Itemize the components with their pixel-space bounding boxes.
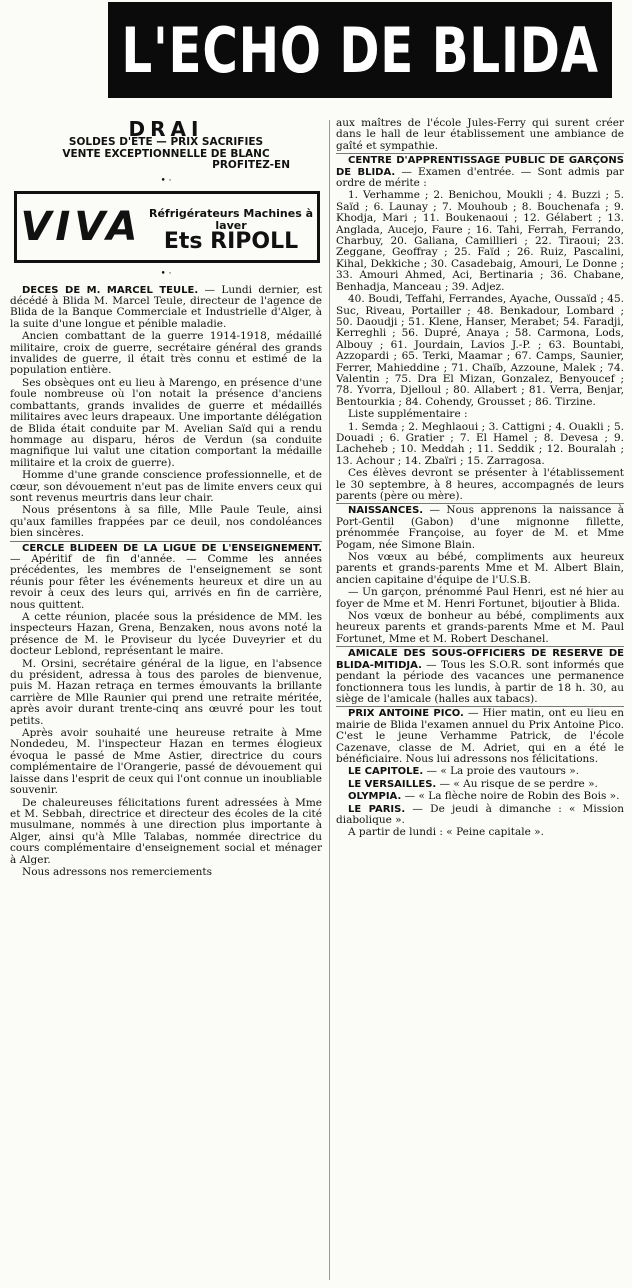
paragraph: — Un garçon, prénommé Paul Henri, est né hier au foyer de Mme et M. Henri Fortunet, bijoutier à Blida.: [336, 586, 624, 610]
paragraph: 1. Verhamme ; 2. Benichou, Moukli ; 4. Buzzi ; 5. Saïd ; 6. Launay ; 7. Mouhoub ; 8. Bouchenafa ; 9. Khodja, Mari ; 11. Boukenaoui ; 12. Gélabert ; 13. Anglada, Aucejo, Faure ; 16. Tahi, Ferrah, Ferrando, Charbuy, 20. Galiana, Camillieri ; 22. Tiraoui; 23. Zeggane, Geoffray ; 25. Faïd ; 26. Ruiz, Pascalini, Kihal, Dekkiche ; 30. Casadebaig, Amouri, Le Donne ; 33. Amouri Ahmed, Aci, Bertinaria ; 36. Chabane, Benhadja, Manceau ; 39. Adjez.: [336, 189, 624, 293]
cinema-name: LE VERSAILLES.: [348, 778, 437, 790]
cinema-film: — « Au risque de se perdre ».: [436, 777, 598, 790]
paragraph: 40. Boudi, Teffahi, Ferrandes, Ayache, Oussaïd ; 45. Suc, Riveau, Portailler ; 48. Benkadour, Lombard ; 50. Daoudji ; 51. Klene, Hanser, Merabet; 54. Faradji, Kerreghli ; 56. Dupré, Anaya ; 58. Carmona, Lods, Albouy ; 61. Jourdain, Lavios J.-P. ; 63. Bountabi, Azzopardi ; 65. Terki, Maamar ; 67. Camps, Saunier, Ferrer, Mahieddine ; 71. Chaïb, Azzoune, Malek ; 74. Valentin ; 75. Dra El Mizan, Gonzalez, Benyoucef ; 78. Yvorra, Djelloul ; 80. Allabert ; 81. Verra, Benjar, Bentourkia ; 84. Cohendy, Grousset ; 86. Tirzine.: [336, 293, 624, 408]
viva-details: [145, 194, 317, 260]
paragraph: M. Orsini, secrétaire général de la ligue, en l'absence du président, adressa à tous des paroles de bienvenue, puis M. Hazan retraça en termes émouvants la brillante carrière de Mlle Raunier qui prend une retraite méritée, après avoir durant trente-cinq ans œuvré pour les tout petits.: [10, 657, 322, 727]
right-column: [336, 118, 624, 840]
cinema-name: LE CAPITOLE.: [348, 766, 424, 778]
viva-brand: VIVA: [20, 203, 142, 250]
cinema-film: — « La proie des vautours ».: [423, 765, 580, 778]
masthead: [108, 2, 612, 98]
drai-ad-title: DRAI: [128, 117, 204, 141]
masthead-title: L'ECHO DE BLIDA: [121, 13, 599, 87]
article-prix: [336, 706, 624, 765]
paragraph: — Hier matin, ont eu lieu en mairie de Blida l'examen annuel du Prix Antoine Pico. C'est le jeune Verhamme Patrick, de l'école Cazenave, classe de M. Adriet, qui en a été le bénéficiaire. Nous lui adressons nos félicitations.: [336, 707, 624, 765]
paragraph: — Examen d'entrée. — Sont admis par ordre de mérite :: [336, 165, 624, 190]
cinema-film: — De jeudi à dimanche : « Mission diabolique ».: [336, 802, 624, 826]
article-heading: NAISSANCES.: [348, 505, 424, 517]
cinema-olympia: [336, 791, 624, 802]
cinema-name: LE PARIS.: [348, 803, 406, 815]
paragraph: De chaleureuses félicitations furent adressées à Mme et M. Sebbah, directrice et directeur des écoles de la cité musulmane, nommés à une direction plus importante à Alger, ainsi qu'à Mlle Talabas, nommée directrice du cours complémentaire d'enseignement social et ménager à Alger.: [10, 796, 322, 866]
article-deces: [10, 285, 322, 331]
left-column: [10, 118, 322, 879]
viva-ad: [14, 191, 320, 263]
article-cercle: [10, 541, 322, 611]
drai-ad-line-2: VENTE EXCEPTIONNELLE DE BLANC: [62, 147, 270, 160]
paragraph: — Lundi dernier, est décédé à Blida M. Marcel Teule, directeur de l'agence de Blida de la Banque Commerciale et Industrielle d'Alger, à la suite d'une longue et pénible maladie.: [10, 283, 322, 330]
paragraph: — Nous apprenons la naissance à Port-Gentil (Gabon) d'une mignonne fillette, prénommée Françoise, au foyer de M. et Mme Pogam, née Simone Blain.: [336, 504, 624, 551]
cinema-paris: [336, 804, 624, 827]
paragraph: A cette réunion, placée sous la présidence de MM. les inspecteurs Hazan, Grena, Benzaken, nous avons noté la présence de M. le Proviseur du lycée Duveyrier et du docteur Leblond, représentant le maire.: [10, 611, 322, 658]
column-divider: [329, 120, 330, 1280]
viva-company: Ets RIPOLL: [163, 228, 299, 254]
paragraph: Après avoir souhaité une heureuse retraite à Mme Nondedeu, M. l'inspecteur Hazan en termes élogieux évoqua le passé de Mme Astier, directrice du cours complémentaire de l'Orangerie, passé de dévouement qui laisse dans l'esprit de ceux qui l'ont connue un inoubliable souvenir.: [10, 727, 322, 797]
cinema-name: OLYMPIA.: [348, 791, 402, 803]
ornament: • ·: [160, 269, 172, 280]
paragraph: — Tous les S.O.R. sont informés que pendant la période des vacances une permanence fonctionnera tous les lundis, à partir de 18 h. 30, au siège de l'amicale (halles aux tabacs).: [336, 658, 624, 705]
drai-ad-line-3: PROFITEZ-EN: [212, 159, 290, 172]
drai-ad-line-1: SOLDES D'ETE — PRIX SACRIFIES: [68, 136, 264, 149]
cinema-capitole: [336, 766, 624, 777]
article-heading: DECES DE M. MARCEL TEULE.: [22, 284, 199, 296]
paragraph: Ancien combattant de la guerre 1914-1918, médaillé militaire, croix de guerre, secrétaire général des grands invalides de guerre, il était très connu et estimé de la population entière.: [10, 330, 322, 377]
paragraph: Ses obsèques ont eu lieu à Marengo, en présence d'une foule nombreuse où l'on notait la présence d'anciens combattants, grands invalides de guerre et médaillés militaires avec leurs drapeaux. Une importante délégation de Blida était conduite par M. Avelian Saïd qui a rendu hommage au disparu, héros de Verdun (sa conduite magnifique lui valut une citation comportant la médaille militaire et la croix de guerre).: [10, 376, 322, 469]
paragraph: Nos vœux de bonheur au bébé, compliments aux heureux parents et grands-parents Mme et M. Paul Fortunet, Mme et M. Robert Deschanel.: [336, 610, 624, 645]
paragraph: Nos vœux au bébé, compliments aux heureux parents et grands-parents Mme et M. Albert Blain, ancien capitaine d'équipe de l'U.S.B.: [336, 551, 624, 586]
article-heading: CENTRE D'APPRENTISSAGE PUBLIC DE GARÇONS DE BLIDA.: [336, 155, 624, 178]
article-amicale: [336, 646, 624, 705]
paragraph: Ces élèves devront se présenter à l'établissement le 30 septembre, à 8 heures, accompagnés de leurs parents (père ou mère).: [336, 467, 624, 502]
paragraph: aux maîtres de l'école Jules-Ferry qui surent créer dans le hall de leur établissement une ambiance de gaîté et sympathie.: [336, 117, 624, 152]
cinema-paris-next: A partir de lundi : « Peine capitale ».: [348, 826, 544, 839]
paragraph: Liste supplémentaire :: [348, 408, 468, 421]
article-naissances: [336, 503, 624, 551]
cinema-film: — « La flèche noire de Robin des Bois ».: [401, 790, 620, 803]
article-heading: PRIX ANTOINE PICO.: [348, 708, 464, 720]
article-centre: [336, 153, 624, 189]
paragraph: Nous adressons nos remerciements: [22, 865, 213, 878]
article-heading: CERCLE BLIDEEN DE LA LIGUE DE L'ENSEIGNEMENT.: [22, 542, 322, 554]
viva-products: Réfrigérateurs Machines à laver: [148, 206, 314, 232]
paragraph: Nous présentons à sa fille, Mlle Paule Teule, ainsi qu'aux familles frappées par ce deuil, nos condoléances bien sincères.: [10, 504, 322, 540]
ornament: • ·: [160, 175, 172, 186]
paragraph: Homme d'une grande conscience professionnelle, et de cœur, son dévouement n'eut pas de limite envers ceux qui sont revenus meurtris dans leur chair.: [10, 469, 322, 504]
paragraph: — Apéritif de fin d'année. — Comme les années précédentes, les membres de l'enseignement se sont réunis pour fêter les événements heureux et dire un au revoir à ceux des leurs qui, arrivés en fin de carrière, nous quittent.: [10, 552, 322, 611]
paragraph: 1. Semda ; 2. Meghlaoui ; 3. Cattigni ; 4. Ouakli ; 5. Douadi ; 6. Gratier ; 7. El Hamel ; 8. Devesa ; 9. Lacheheb ; 10. Meddah ; 11. Seddik ; 12. Bouralah ; 13. Achour ; 14. Zbaïri ; 15. Zarragosa.: [336, 420, 624, 467]
article-heading: AMICALE DES SOUS-OFFICIERS DE RESERVE DE BLIDA-MITIDJA.: [336, 648, 624, 671]
cinema-versailles: [336, 779, 624, 790]
